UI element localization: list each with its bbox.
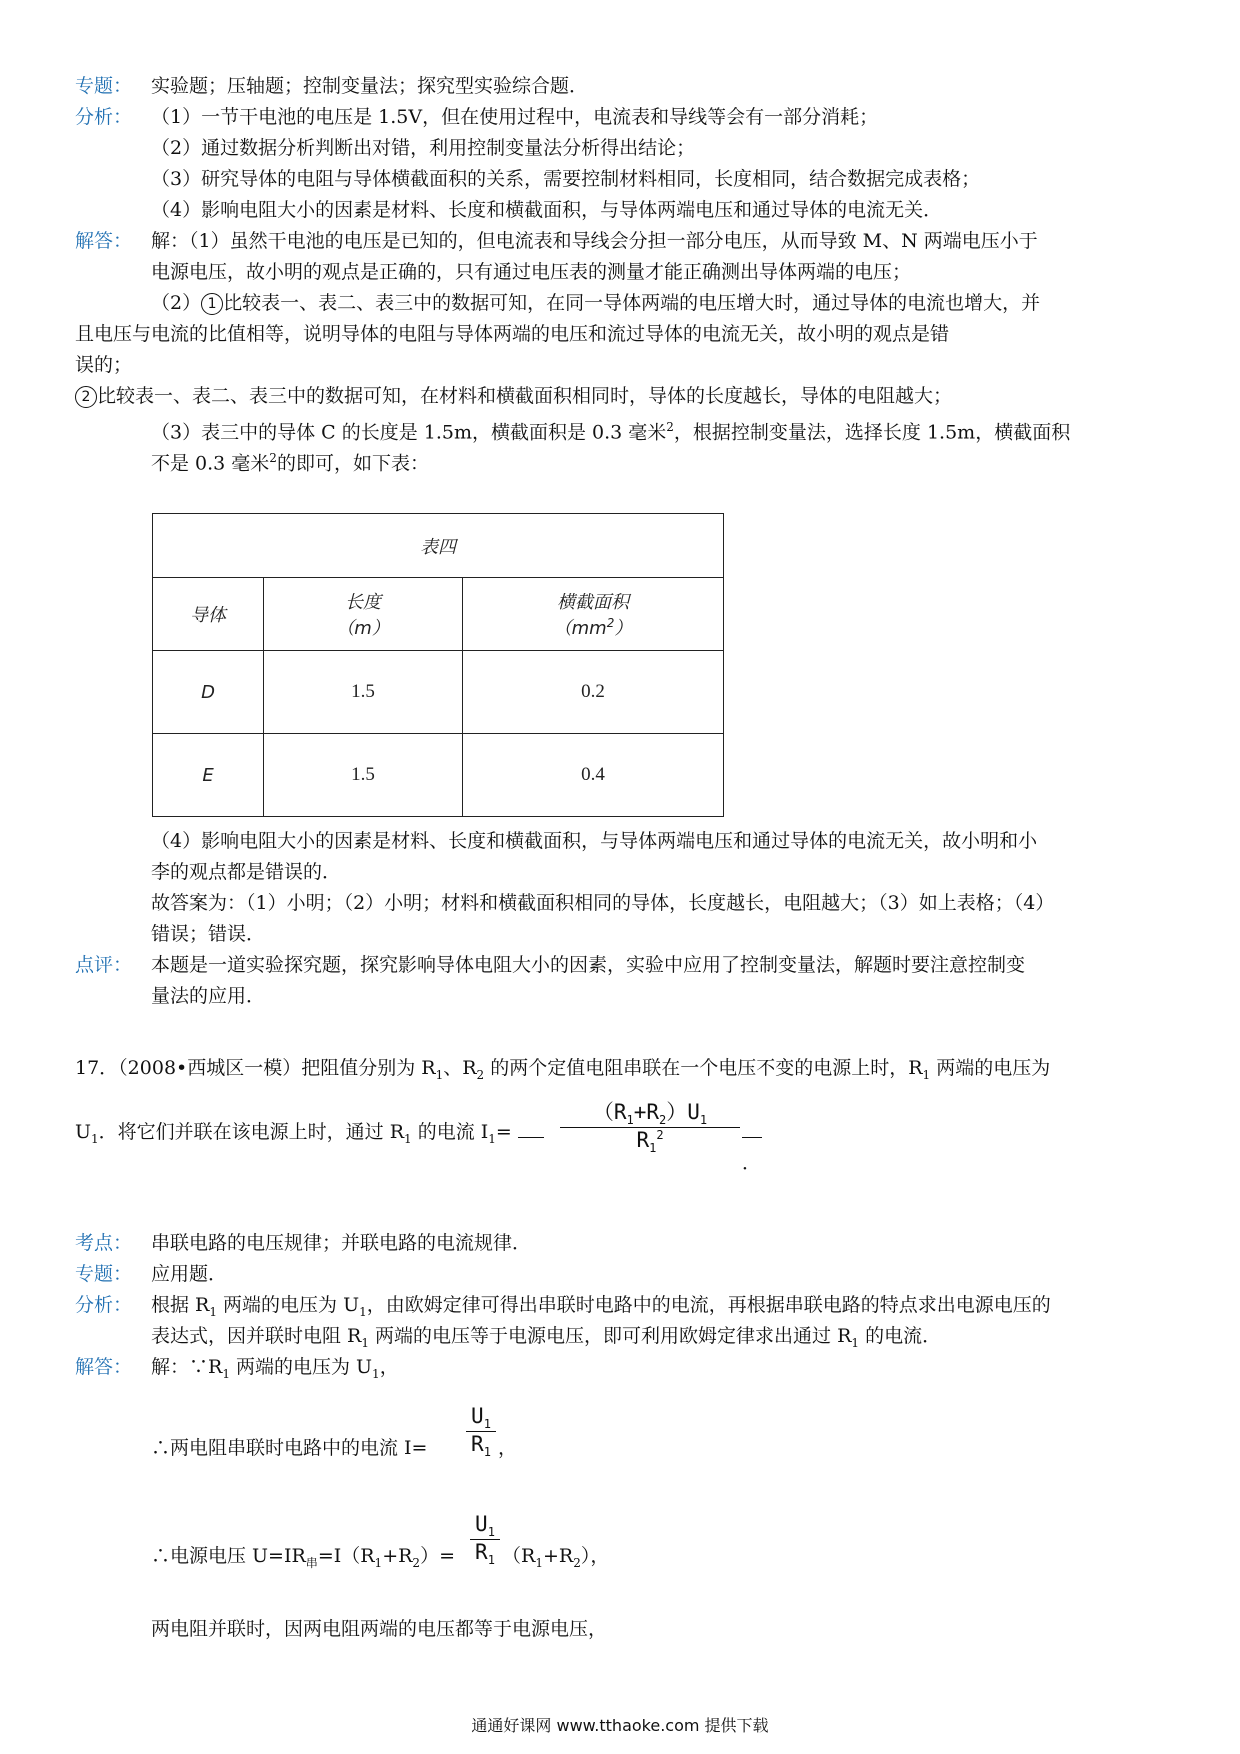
table-four bbox=[152, 513, 724, 817]
q16-fenxi-line: （3）研究导体的电阻与导体横截面积的关系，需要控制材料相同，长度相同，结合数据完成表格； bbox=[151, 168, 981, 190]
header-length: 长度 （m） bbox=[264, 578, 463, 651]
q16-jieda-line: （2） 1 比较表一、表二、表三中的数据可知，在同一导体两端的电压增大时，通过导体的电流也增大，并 bbox=[151, 292, 1041, 314]
circled-number: 1 bbox=[201, 293, 223, 315]
jieda-label: 解答： bbox=[75, 230, 133, 252]
q16-zhuanti-text: 实验题；压轴题；控制变量法；探究型实验综合题． bbox=[151, 75, 589, 97]
kaodian-label: 考点： bbox=[75, 1232, 133, 1254]
dianping-label: 点评： bbox=[75, 954, 133, 976]
q17-answer-fraction: $(R_1+R_2)U_1$ $R_1^2$ bbox=[560, 1096, 740, 1155]
jieda-label: 解答： bbox=[75, 1356, 133, 1378]
fraction-u1-r1: $U_1$ $R_1$ bbox=[470, 1512, 500, 1567]
q16-fenxi-line: （1）一节干电池的电压是 1.5V，但在使用过程中，电流表和导线等会有一部分消耗； bbox=[151, 106, 879, 128]
header-area: 横截面积 $(mm^2)$ bbox=[463, 578, 724, 651]
page-footer: 通通好课网 www.tthaoke.com 提供下载 bbox=[471, 1716, 769, 1735]
table-row: D 1.5 0.2 bbox=[153, 651, 724, 734]
q16-fenxi-line: （4）影响电阻大小的因素是材料、长度和横截面积，与导体两端电压和通过导体的电流无关． bbox=[151, 199, 943, 221]
q16-jieda-line: 2 比较表一、表二、表三中的数据可知，在材料和横截面积相同时，导体的长度越长，导体的电阻越大； bbox=[75, 381, 1175, 412]
zhuanti-label: 专题： bbox=[75, 1263, 133, 1285]
fraction-u1-r1: $U_1$ $R_1$ bbox=[466, 1404, 496, 1459]
q17-parallel-line: 两电阻并联时，因两电阻两端的电压都等于电源电压， bbox=[151, 1618, 608, 1640]
q17-stem-2: $U_1$．将它们并联在该电源上时，通过 $R_1$ 的电流 $I_1=$ bbox=[75, 1117, 1175, 1148]
fenxi-label: 分析： bbox=[75, 1294, 133, 1316]
q16-jieda-line: 且电压与电流的比值相等，说明导体的电阻与导体两端的电压和流过导体的电流无关，故小明的观点是错 bbox=[75, 323, 950, 345]
zhuanti-label: 专题： bbox=[75, 75, 133, 97]
fenxi-label: 分析： bbox=[75, 106, 133, 128]
q16-jieda-line: 解：（1）虽然干电池的电压是已知的，但电流表和导线会分担一部分电压，从而导致 M、N 两端电压小于 bbox=[151, 230, 1038, 252]
header-conductor: 导体 bbox=[153, 578, 264, 651]
q16-jieda-line: 误的； bbox=[75, 354, 133, 376]
document-page: 专题： 实验题；压轴题；控制变量法；探究型实验综合题． 分析： （1）一节干电池的电压是 1.5V，但在使用过程中，电流表和导线等会有一部分消耗； （2）通过数据分析判断出对错，利用控制变量法分析得出结论； （3）研究导体的电阻与导体横截面积的关系，需要控制材料相同，长度相同，结合数据完成表格； （4）影响电阻大小的因素是材料、长度和横截面积，与导体两端电压和通过导体的电流无关． 解答： 解：（1）虽然干电池的电压是已知的，但电流表和导线会分担一部分电压，从而导致 M、N 两端电压小于 电源电压，故小明的观点是正确的，只有通过电压表的测量才能正确测出导体两端的电压； （2） 1 比较表一、表二、表三中的数据可知，在同一导体两端的电压增大时，通过导体的电流也增大，并 且电压与电流的比值相等，说明导体的电阻与导体两端的电压和流过导体的电流无关，故小明的观点是错 误的； 2 比较表一、表二、表三中的数据可知，在材料和横截面积相同时，导体的长度越长，导体的电阻越大； （3）表三中的导体 C 的长度是 1.5m，横截面积是 0.3 毫米$^2$，根据控制变量法，选择长度 1.5m，横截面积 不是 0.3 毫米$^2$的即可，如下表： 表四 导体 长度 （m） 横截面积 $(mm^2)$ D 1.5 0.2 E 1.5 0.4 （4）影响电阻大小的因素是材料、长度和横截面积，与导体两端电压和通过导体的电流无关，故小明和小 李的观点都是错误的． 故答案为：（1）小明；（2）小明；材料和横截面积相同的导体，长度越长，电阻越大；（3）如上表格；（4） 错误；错误． 点评： 本题是一道实验探究题，探究影响导体电阻大小的因素，实验中应用了控制变量法，解题时要注意控制变 量法的应用． 17．（2008•西城区一模）把阻值分别为 $R_1$、$R_2$ 的两个定值电阻串联在一个电压不变的电源上时，$R_1$ 两端的电压为 $U_1$．将它们并联在该电源上时，通过 $R_1$ 的电流 $I_1=$ $(R_1+R_2)U_1$ $R_1^2$ ． 考点： 串联电路的电压规律；并联电路的电流规律． 专题： 应用题． 分析： 根据 $R_1$ 两端的电压为 $U_1$，由欧姆定律可得出串联时电路中的电流，再根据串联电路的特点求出电源电压的 表达式，因并联时电阻 $R_1$ 两端的电压等于电源电压，即可利用欧姆定律求出通过 $R_1$ 的电流． 解答： 解：$\because R_1$ 两端的电压为 $U_1$， ∴两电阻串联时电路中的电流 I= $U_1$ $R_1$ ， ∴电源电压 $U=IR_串=I(R_1+R_2)=$ $U_1$ $R_1$ $(R_1+R_2)$， 两电阻并联时，因两电阻两端的电压都等于电源电压， 通通好课网 www.tthaoke.com 提供下载 bbox=[0, 0, 1240, 1754]
q16-jieda-line: 电源电压，故小明的观点是正确的，只有通过电压表的测量才能正确测出导体两端的电压； bbox=[151, 261, 912, 283]
q17-voltage-line: ∴电源电压 $U=IR_串=I(R_1+R_2)=$ bbox=[151, 1545, 455, 1570]
table-title: 表四 bbox=[153, 514, 724, 578]
q16-fenxi-line: （2）通过数据分析判断出对错，利用控制变量法分析得出结论； bbox=[151, 137, 696, 159]
q17-current-line: ∴两电阻串联时电路中的电流 I= bbox=[151, 1437, 428, 1459]
table-row: E 1.5 0.4 bbox=[153, 734, 724, 817]
circled-number: 2 bbox=[75, 386, 97, 408]
q17-stem: 17．（2008•西城区一模）把阻值分别为 $R_1$、$R_2$ 的两个定值电阻串联在一个电压不变的电源上时，$R_1$ 两端的电压为 bbox=[75, 1057, 1051, 1082]
